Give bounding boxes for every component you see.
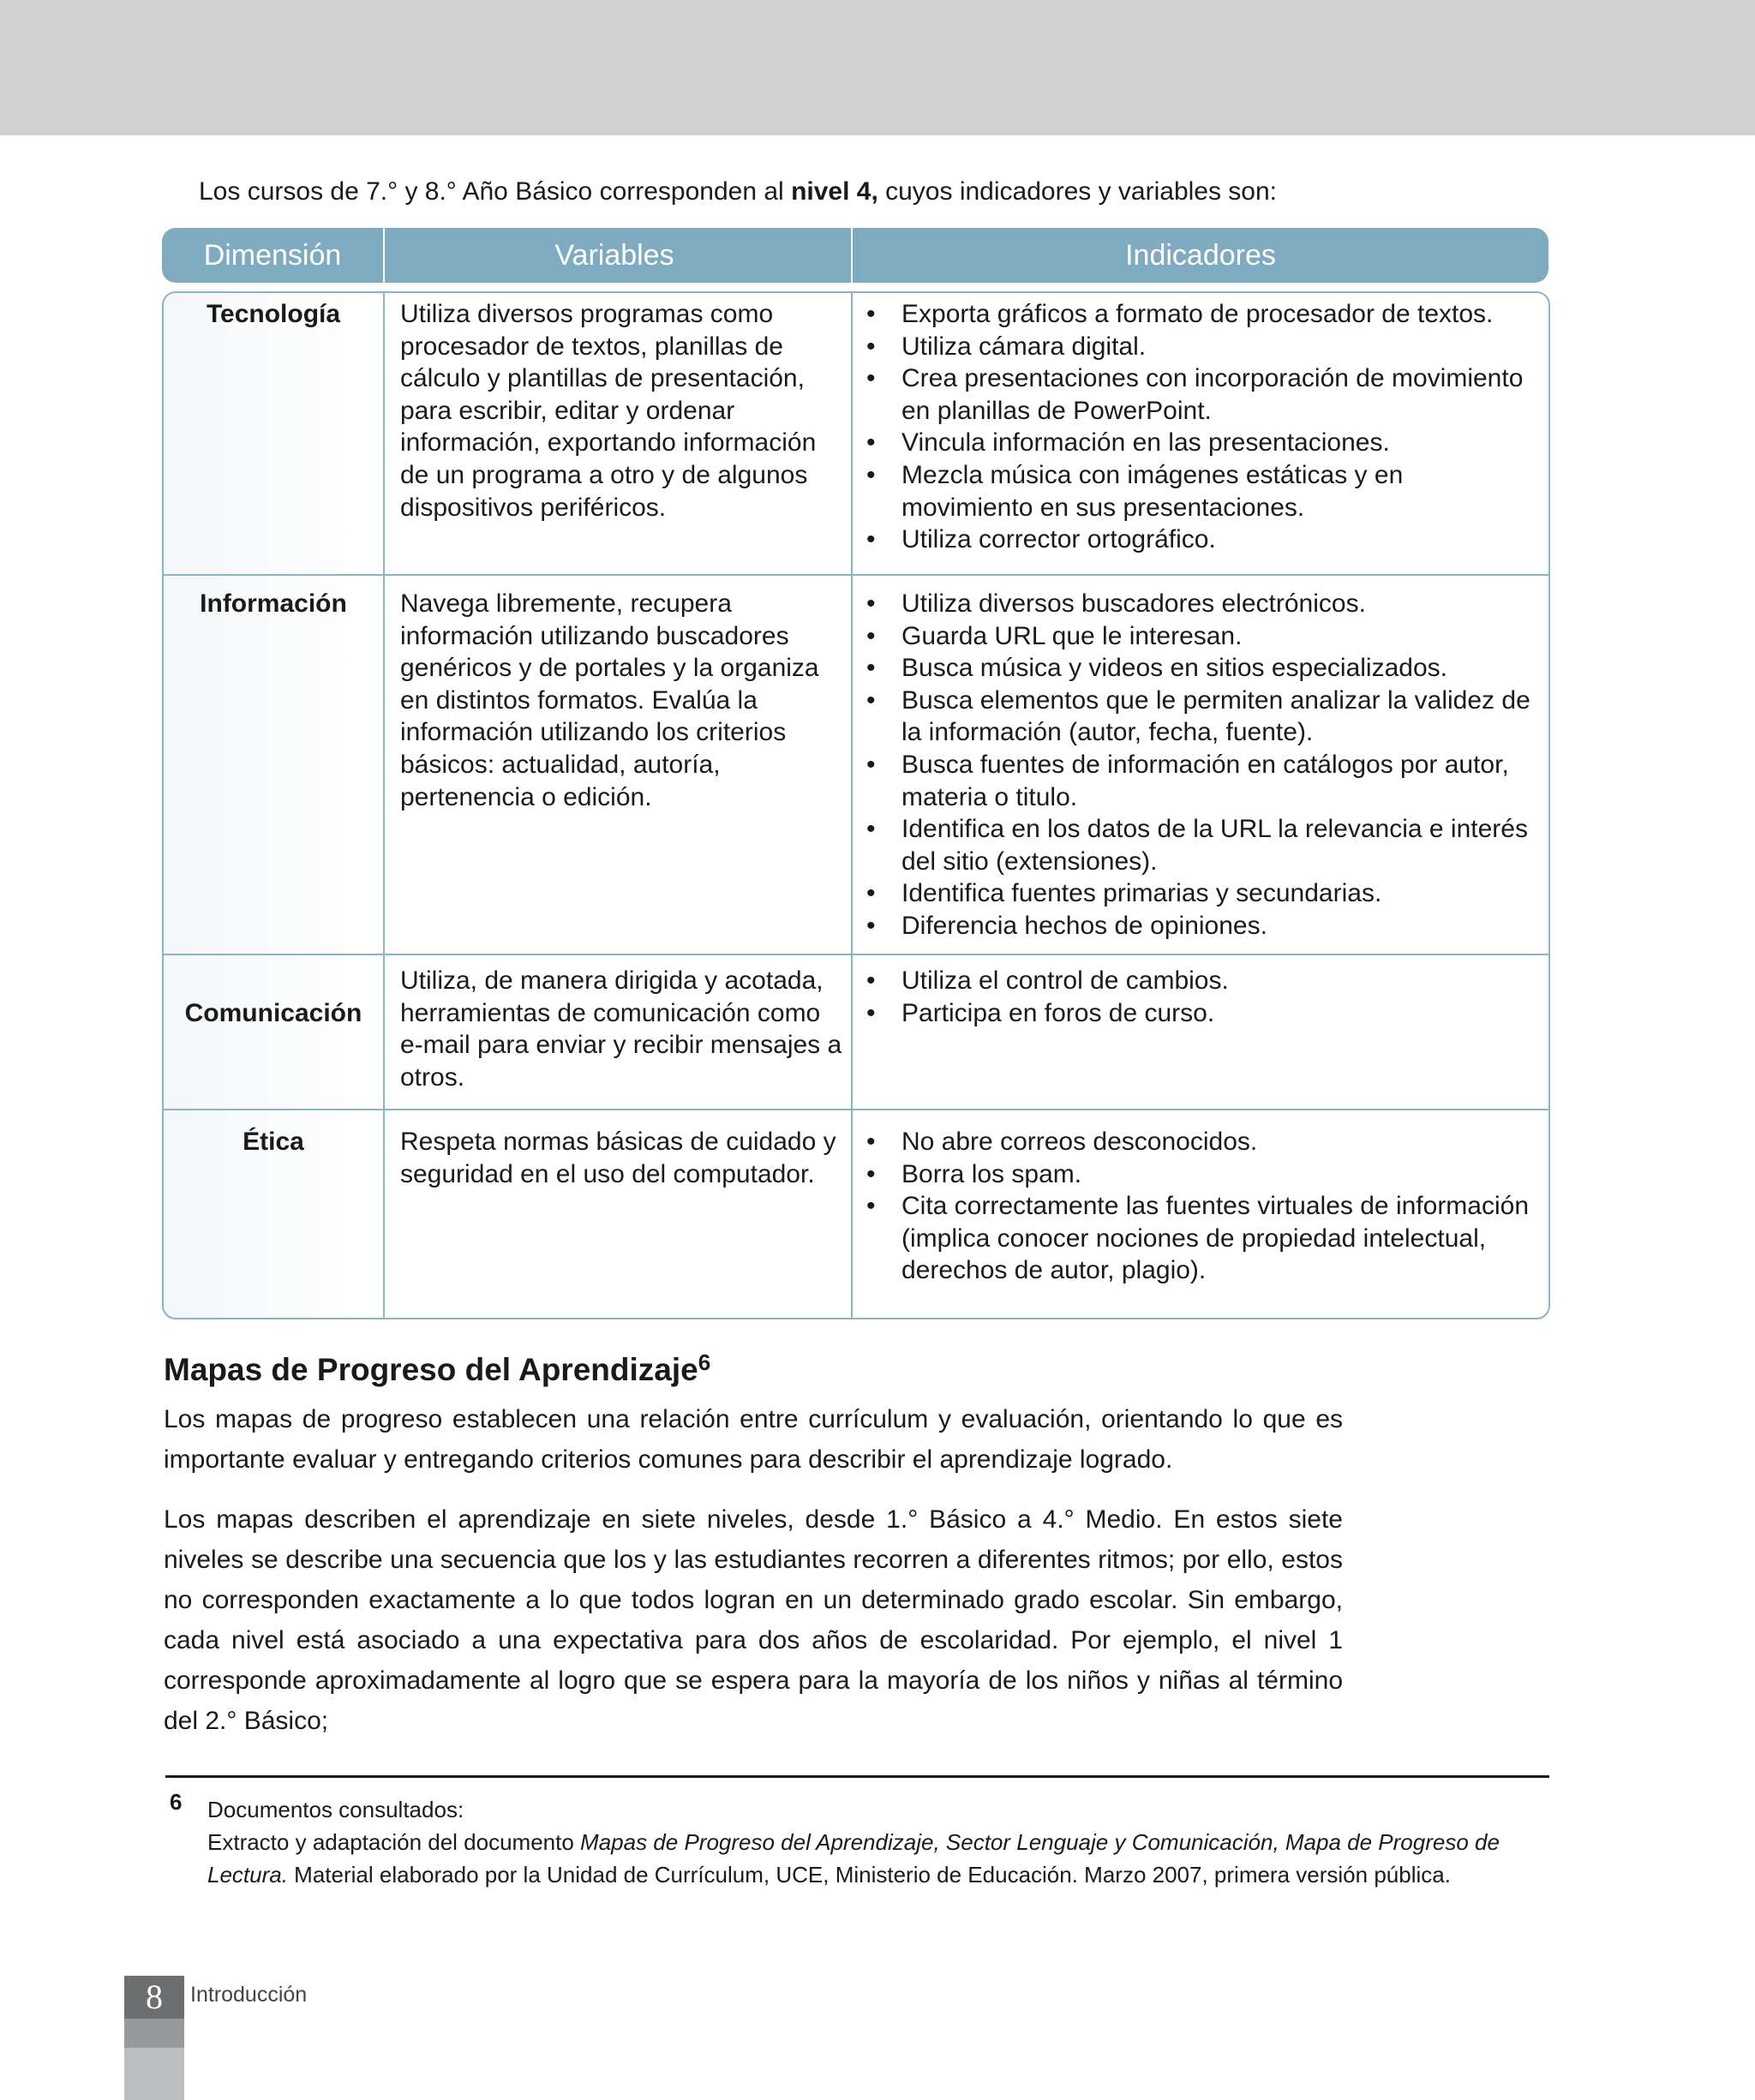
body-paragraph: Los mapas describen el aprendizaje en siete niveles, desde 1.° Básico a 4.° Medio. En estos siete niveles se describe una secuencia que los y las estudiantes recorren a diferentes ritmos; por ello, estos no corresponden exactamente a lo que todos logran en un determinado grado escolar. Sin embargo, cada nivel está asociado a una expectativa para dos años de escolaridad. Por ejemplo, el nivel 1 corresponde aproximadamente al logro que se espera para la mayoría de los niños y niñas al término del 2.° Básico;: [164, 1505, 1343, 1735]
folio-strip: [124, 2019, 184, 2048]
list-item: • Identifica en los datos de la URL la relevancia e interés del sitio (extensiones).: [846, 813, 1531, 877]
row-variables: Utiliza diversos programas como procesador de textos, planillas de cálculo y plantillas de presentación, para escribir, editar y ordenar información, exportando información de un programa a otro y de algunos dispositivos periféricos.: [400, 300, 817, 522]
list-item: • Mezcla música con imágenes estáticas y en movimiento en sus presentaciones.: [846, 459, 1531, 524]
row-indicators: [846, 965, 1531, 1029]
row-variables: Navega libremente, recupera información utilizando buscadores genéricos y de portales y la organiza en distintos formatos. Evalúa la información utilizando los criterios básicos: actualidad, autoría, pertenencia o edición.: [400, 589, 819, 811]
list-item: • Exporta gráficos a formato de procesador de textos.: [846, 298, 1531, 331]
row-divider: [164, 574, 1548, 576]
footnote-heading: Documentos consultados:: [207, 1797, 464, 1822]
list-item: • Utiliza diversos buscadores electrónicos.: [846, 588, 1531, 620]
row-variables: Utiliza, de manera dirigida y acotada, herramientas de comunicación como e-mail para enviar y recibir mensajes a otros.: [400, 966, 842, 1092]
indicators-table: [162, 291, 1550, 1319]
header-dimension: Dimensión: [203, 239, 342, 272]
list-item: • Busca elementos que le permiten analizar la validez de la información (autor, fecha, fuente).: [846, 685, 1531, 749]
footnote-text: [207, 1793, 1544, 1891]
list-item: • Identifica fuentes primarias y secundarias.: [846, 877, 1531, 910]
list-item: • Diferencia hechos de opiniones.: [846, 910, 1531, 942]
folio-strip: [124, 2048, 184, 2100]
footnote-ref: 6: [698, 1349, 711, 1375]
list-item: • Utiliza cámara digital.: [846, 331, 1531, 363]
list-item: • Borra los spam.: [846, 1158, 1531, 1191]
row-dimension: Comunicación: [184, 999, 362, 1027]
list-item: • Crea presentaciones con incorporación de movimiento en planillas de PowerPoint.: [846, 362, 1531, 427]
list-item: • Busca fuentes de información en catálogos por autor, materia o titulo.: [846, 749, 1531, 813]
row-indicators: [846, 588, 1531, 942]
table-header: [162, 228, 1548, 283]
page-number: 8: [124, 1976, 184, 2019]
list-item: • Guarda URL que le interesan.: [846, 620, 1531, 653]
body-paragraph: Los mapas de progreso establecen una relación entre currículum y evaluación, orientando lo que es importante evaluar y entregando criterios comunes para describir el aprendizaje logrado.: [164, 1405, 1343, 1474]
intro-text: Los cursos de 7.° y 8.° Año Básico corresponden al nivel 4, cuyos indicadores y variables son:: [199, 177, 1278, 206]
footnote-number: 6: [170, 1789, 183, 1815]
list-item: • Busca música y videos en sitios especializados.: [846, 652, 1531, 685]
row-dimension: Tecnología: [206, 300, 341, 328]
intro-bold: nivel 4,: [791, 177, 878, 206]
row-dimension: Información: [200, 589, 347, 618]
row-indicators: [846, 1126, 1531, 1287]
header-indicators: Indicadores: [1125, 239, 1276, 272]
row-divider: [164, 954, 1548, 955]
column-divider: [383, 293, 385, 1318]
row-indicators: [846, 298, 1531, 556]
row-dimension: Ética: [243, 1128, 304, 1156]
footnote-citation: Extracto y adaptación del documento Mapas de Progreso del Aprendizaje, Sector Lenguaje y Comunicación, Mapa de Progreso de Lectura. Material elaborado por la Unidad de Currículum, UCE, Ministerio de Educación. Marzo 2007, primera versión pública.: [207, 1829, 1500, 1888]
running-footer: Introducción: [190, 1983, 308, 2007]
top-band: [0, 0, 1755, 135]
list-item: • Vincula información en las presentaciones.: [846, 427, 1531, 459]
list-item: • Participa en foros de curso.: [846, 997, 1531, 1030]
section-heading: Mapas de Progreso del Aprendizaje$^6$: [164, 1349, 711, 1387]
row-variables: Respeta normas básicas de cuidado y seguridad en el uso del computador.: [400, 1128, 836, 1188]
list-item: • Utiliza el control de cambios.: [846, 965, 1531, 997]
list-item: • Utiliza corrector ortográfico.: [846, 524, 1531, 556]
row-divider: [164, 1109, 1548, 1110]
list-item: • No abre correos desconocidos.: [846, 1126, 1531, 1158]
header-variables: Variables: [554, 239, 674, 272]
footnote-rule: [165, 1775, 1549, 1778]
list-item: • Cita correctamente las fuentes virtuales de información (implica conocer nociones de propiedad intelectual, derechos de autor, plagio).: [846, 1190, 1531, 1287]
